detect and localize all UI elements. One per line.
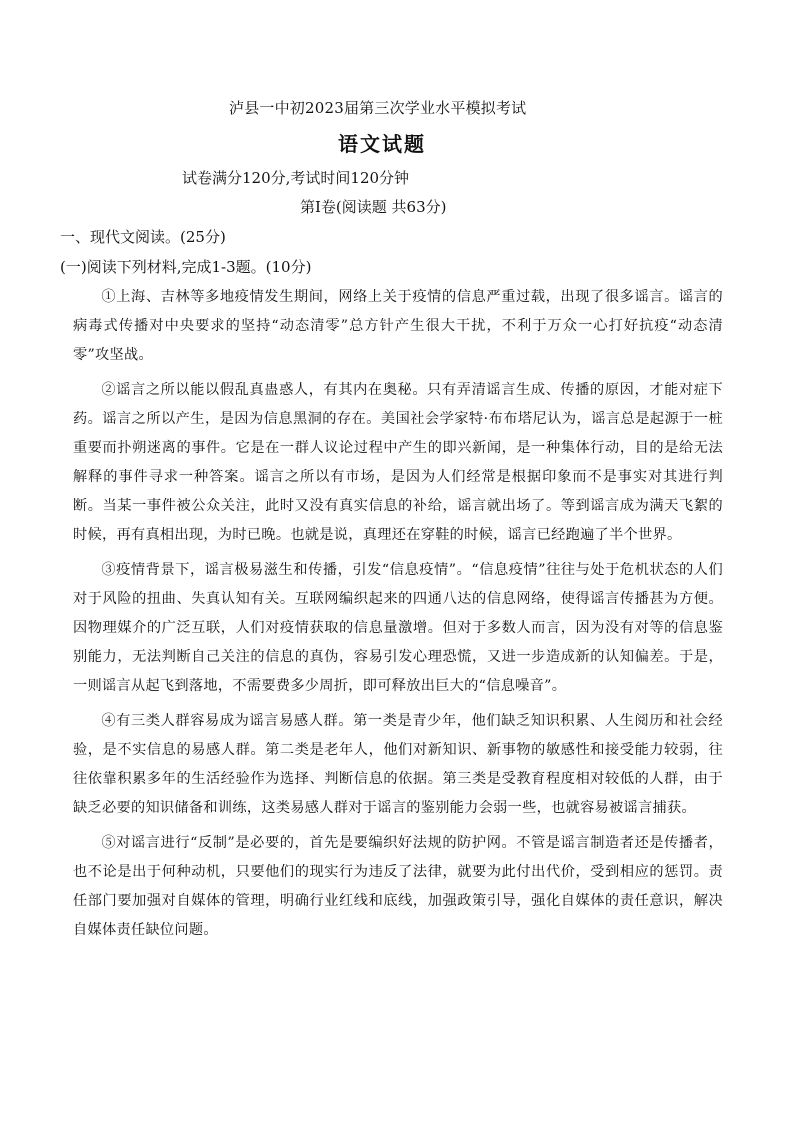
section-heading: 一、现代文阅读。(25分) <box>60 228 226 246</box>
volume-heading: 第Ⅰ卷(阅读题 共63分) <box>300 198 447 216</box>
paragraph-5: ⑤对谣言进行“反制”是必要的，首先是要编织好法规的防护网。不管是谣言制造者还是传播者，也不论是出于何种动机，只要他们的现实行为违反了法律，就要为此付出代价，受到相应的惩罚。责任部门要加强对自媒体的管理，明确行业红线和底线，加强政策引导，强化自媒体的责任意识，解决自媒体责任缺位问题。 <box>73 835 723 938</box>
paragraph-3: ③疫情背景下，谣言极易滋生和传播，引发“信息疫情”。“信息疫情”往往与处于危机状态的人们对于风险的扭曲、失真认知有关。互联网编织起来的四通八达的信息网络，使得谣言传播甚为方便。因物理媒介的广泛互联，人们对疫情获取的信息量激增。但对于多数人而言，因为没有对等的信息鉴别能力，无法判断自己关注的信息的真伪，容易引发心理恐慌，又进一步造成新的认知偏差。于是，一则谣言从起飞到落地，不需要费多少周折，即可释放出巨大的“信息噪音”。 <box>73 562 723 694</box>
paragraph-1: ①上海、吉林等多地疫情发生期间，网络上关于疫情的信息严重过载，出现了很多谣言。谣言的病毒式传播对中央要求的坚持“动态清零”总方针产生很大干扰，不利于万众一心打好抗疫“动态清零”攻坚战。 <box>73 289 723 363</box>
school-exam-title: 泸县一中初2023届第三次学业水平模拟考试 <box>229 99 527 117</box>
paragraph-2: ②谣言之所以能以假乱真蛊惑人，有其内在奥秘。只有弄清谣言生成、传播的原因，才能对症下药。谣言之所以产生，是因为信息黑洞的存在。美国社会学家特·布布塔尼认为，谣言总是起源于一桩重要而扑朔迷离的事件。它是在一群人议论过程中产生的即兴新闻，是一种集体行动，目的是给无法解释的事件寻求一种答案。谣言之所以有市场，是因为人们经常是根据印象而不是事实对其进行判断。当某一事件被公众关注，此时又没有真实信息的补给，谣言就出场了。等到谣言成为满天飞絮的时候，再有真相出现，为时已晚。也就是说，真理还在穿鞋的时候，谣言已经跑遍了半个世界。 <box>73 382 723 543</box>
paper-title: 语文试题 <box>338 132 426 156</box>
paragraph-4: ④有三类人群容易成为谣言易感人群。第一类是青少年，他们缺乏知识积累、人生阅历和社会经验，是不实信息的易感人群。第二类是老年人，他们对新知识、新事物的敏感性和接受能力较弱，往往依靠积累多年的生活经验作为选择、判断信息的依据。第三类是受教育程度相对较低的人群，由于缺乏必要的知识储备和训练，这类易感人群对于谣言的鉴别能力会弱一些，也就容易被谣言捕获。 <box>73 713 723 816</box>
subsection-heading: (一)阅读下列材料,完成1-3题。(10分) <box>60 258 312 276</box>
exam-meta-info: 试卷满分120分,考试时间120分钟 <box>182 169 410 187</box>
reading-passage <box>73 283 723 951</box>
